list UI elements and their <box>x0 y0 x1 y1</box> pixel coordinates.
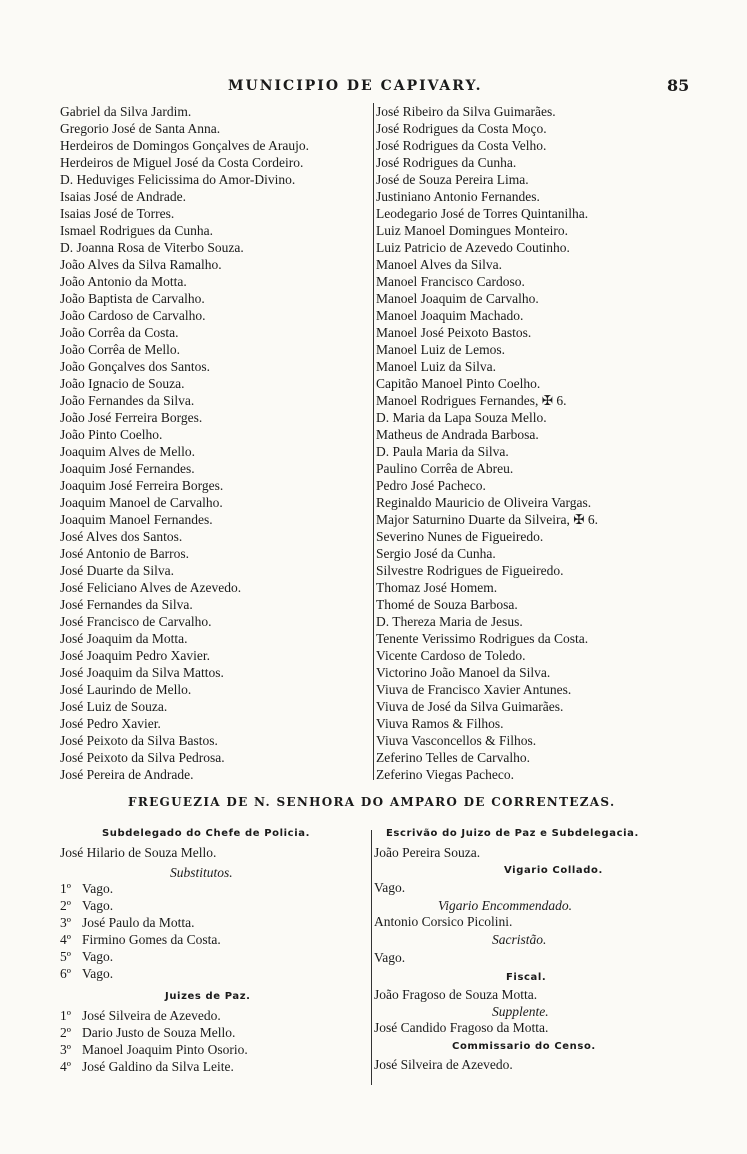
page-title: MUNICIPIO DE CAPIVARY. <box>228 78 483 94</box>
list-item: José Laurindo de Mello. <box>60 682 192 697</box>
list-item: José Ribeiro da Silva Guimarães. <box>376 104 556 119</box>
list-item: João Corrêa de Mello. <box>60 342 180 357</box>
list-item: José Peixoto da Silva Bastos. <box>60 733 218 748</box>
juizes-list <box>60 1008 310 1076</box>
list-item: Paulino Corrêa de Abreu. <box>376 461 514 476</box>
list-item: D. Joanna Rosa de Viterbo Souza. <box>60 240 244 255</box>
list-item: Thomé de Souza Barbosa. <box>376 597 518 612</box>
list-item: João Fernandes da Silva. <box>60 393 195 408</box>
list-item: D. Heduviges Felicissima do Amor-Divino. <box>60 172 296 187</box>
list-item: Joaquim José Fernandes. <box>60 461 195 476</box>
vigario-collado-name: Vago. <box>374 880 406 895</box>
list-item: Joaquim Manoel de Carvalho. <box>60 495 223 510</box>
list-item: D. Paula Maria da Silva. <box>376 444 509 459</box>
sacristao-name: Vago. <box>374 950 406 965</box>
list-item: Viuva Ramos & Filhos. <box>376 716 504 731</box>
list-item: João Pinto Coelho. <box>60 427 163 442</box>
person-name: Firmino Gomes da Costa. <box>82 932 221 947</box>
person-name: Dario Justo de Souza Mello. <box>82 1025 236 1040</box>
list-item: D. Thereza Maria de Jesus. <box>376 614 523 629</box>
commissario-name: José Silveira de Azevedo. <box>374 1057 513 1072</box>
list-item: Ismael Rodrigues da Cunha. <box>60 223 213 238</box>
list-item: Isaias José de Andrade. <box>60 189 186 204</box>
list-item: Gregorio José de Santa Anna. <box>60 121 221 136</box>
list-item: Luiz Manoel Domingues Monteiro. <box>376 223 568 238</box>
escrivao-name: João Pereira Souza. <box>374 845 481 860</box>
list-item: Manoel Joaquim Machado. <box>376 308 524 323</box>
list-item: Reginaldo Mauricio de Oliveira Vargas. <box>376 495 592 510</box>
vigario-collado-heading: Vigario Collado. <box>504 865 603 876</box>
ordinal-number: 1º <box>60 1008 71 1023</box>
subdelegado-heading: Subdelegado do Chefe de Policia. <box>102 828 310 839</box>
list-item: José Luiz de Souza. <box>60 699 168 714</box>
list-item: João Ignacio de Souza. <box>60 376 185 391</box>
vigario-encommendado-name: Antonio Corsico Picolini. <box>374 914 513 929</box>
list-item: Joaquim José Ferreira Borges. <box>60 478 224 493</box>
right-name-column <box>376 103 696 783</box>
list-item: José Rodrigues da Costa Moço. <box>376 121 547 136</box>
section-title: FREGUEZIA DE N. SENHORA DO AMPARO DE CORRENTEZAS. <box>128 795 616 809</box>
list-item: Manoel Luiz da Silva. <box>376 359 496 374</box>
list-item: Joaquim Manoel Fernandes. <box>60 512 213 527</box>
list-item: Tenente Verissimo Rodrigues da Costa. <box>376 631 589 646</box>
list-item: Viuva de José da Silva Guimarães. <box>376 699 564 714</box>
ordinal-number: 6º <box>60 966 71 981</box>
ordinal-number: 3º <box>60 1042 71 1057</box>
page-number: 85 <box>667 76 690 95</box>
juizes-heading: Juizes de Paz. <box>165 991 251 1002</box>
list-item: José Joaquim Pedro Xavier. <box>60 648 210 663</box>
list-item: João Alves da Silva Ramalho. <box>60 257 222 272</box>
list-item: Matheus de Andrada Barbosa. <box>376 427 539 442</box>
list-item: Pedro José Pacheco. <box>376 478 486 493</box>
ordinal-number: 1º <box>60 881 71 896</box>
list-item: Severino Nunes de Figueiredo. <box>376 529 544 544</box>
list-item: Zeferino Viegas Pacheco. <box>376 767 515 782</box>
list-item: Manoel Joaquim de Carvalho. <box>376 291 539 306</box>
list-item: José Fernandes da Silva. <box>60 597 193 612</box>
list-item <box>60 1008 310 1025</box>
lower-left-block <box>60 828 310 1076</box>
ordinal-number: 3º <box>60 915 71 930</box>
ordinal-number: 4º <box>60 932 71 947</box>
list-item: José Pereira de Andrade. <box>60 767 194 782</box>
supplente-heading: Supplente. <box>492 1004 549 1019</box>
list-item: Manoel Alves da Silva. <box>376 257 502 272</box>
fiscal-name: João Fragoso de Souza Motta. <box>374 987 538 1002</box>
fiscal-heading: Fiscal. <box>506 972 547 983</box>
list-item: Zeferino Telles de Carvalho. <box>376 750 530 765</box>
list-item: José Antonio de Barros. <box>60 546 189 561</box>
list-item <box>60 1059 310 1076</box>
substitutos-list <box>60 881 310 983</box>
list-item <box>60 915 310 932</box>
substitutos-heading: Substitutos. <box>170 865 233 880</box>
person-name: José Silveira de Azevedo. <box>82 1008 221 1023</box>
sacristao-heading: Sacristão. <box>492 932 547 947</box>
list-item: João José Ferreira Borges. <box>60 410 203 425</box>
list-item <box>60 1025 310 1042</box>
list-item: João Gonçalves dos Santos. <box>60 359 210 374</box>
list-item: Vicente Cardoso de Toledo. <box>376 648 526 663</box>
column-divider <box>373 103 374 780</box>
vigario-encommendado-heading: Vigario Encommendado. <box>438 898 572 913</box>
list-item: Victorino João Manoel da Silva. <box>376 665 551 680</box>
list-item: José Rodrigues da Costa Velho. <box>376 138 547 153</box>
list-item: Capitão Manoel Pinto Coelho. <box>376 376 541 391</box>
list-item: José Joaquim da Motta. <box>60 631 188 646</box>
list-item: José Alves dos Santos. <box>60 529 183 544</box>
list-item: José Joaquim da Silva Mattos. <box>60 665 224 680</box>
list-item <box>60 949 310 966</box>
list-item: João Corrêa da Costa. <box>60 325 179 340</box>
list-item: Luiz Patricio de Azevedo Coutinho. <box>376 240 570 255</box>
list-item: D. Maria da Lapa Souza Mello. <box>376 410 547 425</box>
ordinal-number: 4º <box>60 1059 71 1074</box>
list-item: Herdeiros de Miguel José da Costa Cordeiro. <box>60 155 304 170</box>
list-item <box>60 932 310 949</box>
lower-column-divider <box>371 830 372 1085</box>
list-item: Gabriel da Silva Jardim. <box>60 104 192 119</box>
list-item: José Francisco de Carvalho. <box>60 614 212 629</box>
list-item <box>60 966 310 983</box>
ordinal-number: 5º <box>60 949 71 964</box>
list-item: Sergio José da Cunha. <box>376 546 496 561</box>
list-item: João Antonio da Motta. <box>60 274 187 289</box>
list-item: Viuva Vasconcellos & Filhos. <box>376 733 537 748</box>
list-item: Manoel Rodrigues Fernandes, ✠ 6. <box>376 393 567 408</box>
list-item: José Pedro Xavier. <box>60 716 161 731</box>
list-item: José de Souza Pereira Lima. <box>376 172 529 187</box>
list-item: Manoel Luiz de Lemos. <box>376 342 505 357</box>
list-item: Justiniano Antonio Fernandes. <box>376 189 540 204</box>
left-name-column <box>60 103 372 783</box>
list-item: João Cardoso de Carvalho. <box>60 308 206 323</box>
list-item: José Peixoto da Silva Pedrosa. <box>60 750 225 765</box>
person-name: Manoel Joaquim Pinto Osorio. <box>82 1042 248 1057</box>
ordinal-number: 2º <box>60 1025 71 1040</box>
list-item: Isaias José de Torres. <box>60 206 175 221</box>
list-item: Thomaz José Homem. <box>376 580 498 595</box>
person-name: Vago. <box>82 881 114 896</box>
list-item: José Rodrigues da Cunha. <box>376 155 517 170</box>
list-item: Viuva de Francisco Xavier Antunes. <box>376 682 572 697</box>
ordinal-number: 2º <box>60 898 71 913</box>
person-name: Vago. <box>82 898 114 913</box>
subdelegado-name: José Hilario de Souza Mello. <box>60 845 217 860</box>
escrivao-heading: Escrivão do Juizo de Paz e Subdelegacia. <box>386 828 639 839</box>
list-item: Manoel José Peixoto Bastos. <box>376 325 532 340</box>
list-item: João Baptista de Carvalho. <box>60 291 205 306</box>
person-name: José Galdino da Silva Leite. <box>82 1059 234 1074</box>
list-item <box>60 881 310 898</box>
commissario-heading: Commissario do Censo. <box>452 1041 596 1052</box>
list-item <box>60 898 310 915</box>
list-item: Joaquim Alves de Mello. <box>60 444 195 459</box>
list-item: José Feliciano Alves de Azevedo. <box>60 580 242 595</box>
person-name: Vago. <box>82 966 114 981</box>
supplente-name: José Candido Fragoso da Motta. <box>374 1020 549 1035</box>
person-name: Vago. <box>82 949 114 964</box>
list-item <box>60 1042 310 1059</box>
person-name: José Paulo da Motta. <box>82 915 195 930</box>
list-item: Herdeiros de Domingos Gonçalves de Araujo. <box>60 138 309 153</box>
lower-right-block <box>374 828 639 1073</box>
list-item: Manoel Francisco Cardoso. <box>376 274 525 289</box>
list-item: Major Saturnino Duarte da Silveira, ✠ 6. <box>376 512 599 527</box>
list-item: Leodegario José de Torres Quintanilha. <box>376 206 589 221</box>
list-item: Silvestre Rodrigues de Figueiredo. <box>376 563 564 578</box>
list-item: José Duarte da Silva. <box>60 563 174 578</box>
